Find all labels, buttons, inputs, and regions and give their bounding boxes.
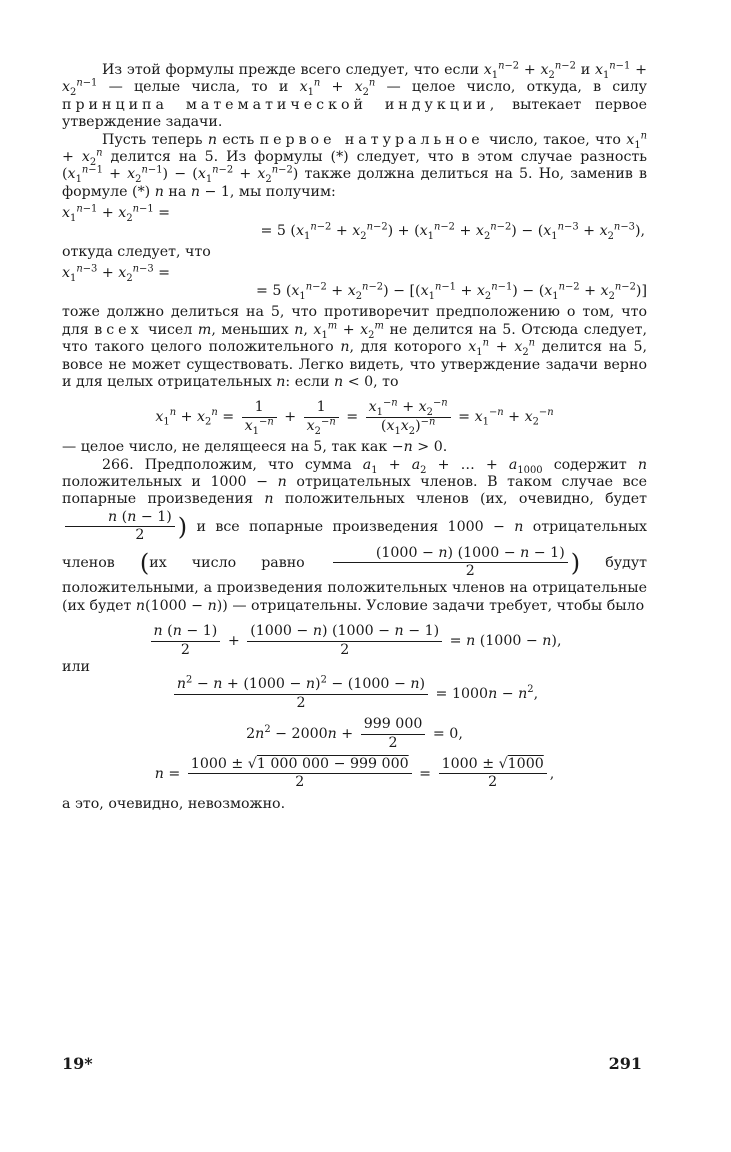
text: — целые числа, то и — [108, 79, 289, 96]
text: Предположим, что сумма — [144, 456, 352, 473]
text: делится на 5. Из формулы (*) следует, что в этом случае разность — [110, 149, 647, 166]
problem-number: 266. — [102, 456, 134, 473]
text-final: а это, очевидно, невозможно. — [62, 795, 286, 812]
equation-1-rhs: = 5 $(x_1^{n-2} + x_2^{n-2}) + (x_1^{n-2} + x_2^{n-2}) - (x_1^{n-3} + x_2^{n-3})$, — [260, 220, 645, 242]
text: число, такое, что — [489, 131, 621, 148]
text: будут положительными, а произведения положительных членов на отрицательные (их будет — [62, 554, 648, 614]
equation-1-lhs: $x_1^{n-1} + x_2^{n-1}$ = — [62, 203, 171, 225]
text: — отрицательны. Условие задачи требует, чтобы было — [232, 597, 645, 614]
equation-expanded: $\frac{n^2 - n + (1000 - n)^2 - (1000 - n)}{2}$ = $1000n - n^2$, — [62, 676, 647, 712]
text: также должна делиться на 5. Но, заменив в формуле (*) — [62, 166, 647, 200]
equation-2-rhs: = 5 $(x_1^{n-2} + x_2^{n-2}) - [(x_1^{n-1} + x_2^{n-1}) - (x_1^{n-2} + x_2^{n-2})]$ — [255, 281, 647, 302]
text: отрицательных членов. В таком случае все попарные произведения — [62, 473, 648, 508]
signature-mark: 19* — [62, 1054, 93, 1073]
text: вытекает первое утверждение задачи. — [62, 96, 647, 131]
text-not-divisible: — целое число, не делящееся на 5, так как −n > 0. — [62, 439, 448, 456]
text-ili: или — [62, 659, 90, 675]
text: чисел — [148, 321, 193, 338]
text: , меньших — [211, 321, 289, 338]
equation-quadratic: $2n^2 - 2000n$ + $\frac{999 000}{2}$ = 0, — [246, 716, 463, 751]
text: делится на 5, вовсе не может существовать. Легко видеть, что утверждение задачи верно и для целых отрицательных — [62, 339, 647, 390]
spaced-text: всех — [94, 321, 143, 338]
text: не делится на 5. Отсюда следует, что такого целого положительного — [62, 321, 647, 356]
equation-2-lhs: $x_1^{n-3} + x_2^{n-3}$ = — [62, 263, 171, 285]
spaced-text: принципа математической индукции, — [62, 96, 499, 113]
text: — целое число, не делящееся на 5, так как — [62, 439, 388, 456]
text: положительных членов (их, очевидно, будет — [284, 491, 647, 508]
text: : если — [285, 373, 330, 390]
text: положительных и — [62, 473, 201, 490]
equation-negative: $x_1^n + x_2^n$ = $\frac{1}{x_1^{-n}}$ + $\frac{1}{x_2^{-n}}$ = $\frac{x_1^{-n} + x_2^{-n}}{(x_1x_2)^{-n}}$ = $x_1^{-n} + x_2^{-n}$ — [155, 397, 554, 437]
text: на — [168, 183, 187, 200]
paragraph-induction: Из этой формулы прежде всего следует, что если $x_1^{n-2} + x_2^{n-2}$ и $x_1^{n-1} + x_2^{n-1}$ — целые числа, то и $x_1^n + x_2^n$ — целое число, откуда, в силу принципа математической индукции, вытекает первое утверждение задачи. — [62, 60, 648, 131]
page-body — [62, 62, 647, 813]
text: есть — [222, 131, 255, 148]
text: отрицательных членов — [62, 518, 647, 571]
text: и — [580, 62, 591, 78]
page-number: 291 — [608, 1054, 642, 1073]
text: тоже должно делиться на 5, что противоречит предположению о том, что для — [62, 304, 647, 338]
text: Пусть теперь — [102, 131, 203, 148]
equation-condition: $\frac{n (n - 1)}{2}$ + $\frac{(1000 - n) (1000 - n - 1)}{2}$ = n (1000 − n), — [62, 623, 647, 659]
text: , для которого — [349, 339, 462, 356]
paragraph-first-natural: Пусть теперь n есть первое натуральное число, такое, что $x_1^n + x_2^n$ делится на 5. Из формулы (*) следует, что в этом случае разность $(x_1^{n-1} + x_2^{n-1}) - (x_1^{n-2} + x_2^{n-2})$ также должна делиться на 5. Но, заменив в формуле (*) n на n − 1, мы получим: — [62, 129, 648, 200]
text: их число равно — [149, 554, 305, 571]
paragraph-contradiction: тоже должно делиться на 5, что противоречит предположению о том, что для всех чисел m, меньших n, $x_1^m + x_2^m$ не делится на 5. Отсюда следует, что такого целого положительного n, для которого $x_1^n + x_2^n$ делится на 5, вовсе не может существовать. Легко видеть, что утверждение задачи верно и для целых отрицательных n: если n < 0, то — [62, 304, 647, 390]
text: — целое число, откуда, в силу — [386, 79, 648, 96]
problem-266: 266. Предположим, что сумма $a_1 + a_2$ + … + $a_{1000}$ содержит n положительных и 1000 − n отрицательных членов. В таком случае все попарные произведения n положительных членов (их, очевидно, будет $\frac{n (n - 1)}{2}$ ) и все попарные произведения 1000 − n отрицательных членов (их число равно $\frac{(1000 - n) (1000 - n - 1)}{2}$ ) будут положительными, а произведения положительных членов на отрицательные (их будет n(1000 − n)) — отрицательны. Условие задачи требует, чтобы было — [62, 456, 648, 614]
text: мы получим: — [238, 183, 336, 200]
text: Из этой формулы прежде всего следует, что если — [102, 62, 479, 78]
equation-roots: n = $\frac{1000 \pm √1 000 000 - 999 000}{2}$ = $\frac{1000 \pm √1000}{2}$ , — [154, 756, 555, 791]
text: и все попарные произведения — [196, 518, 439, 535]
spaced-text: первое натуральное — [259, 131, 484, 148]
text-otkuda: откуда следует, что — [62, 244, 211, 261]
text: содержит — [553, 456, 627, 473]
